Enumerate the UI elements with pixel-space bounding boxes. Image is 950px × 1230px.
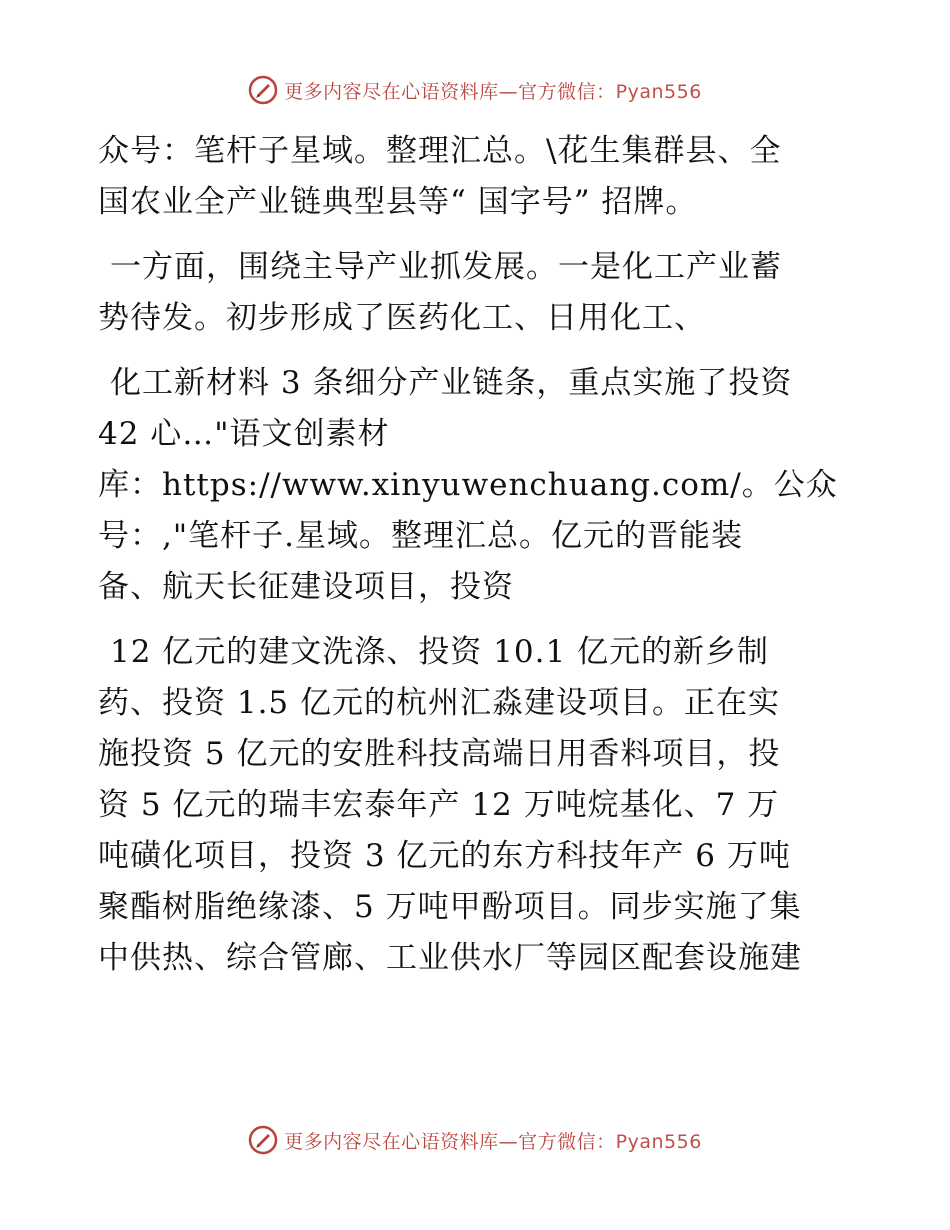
brand-logo-icon	[248, 1125, 278, 1155]
watermark-text	[284, 1127, 702, 1154]
paragraph-4	[98, 627, 858, 984]
text-line: 化工新材料 3 条细分产业链条，重点实施了投资	[110, 365, 793, 401]
watermark-label: 更多内容尽在心语资料库—官方微信：	[284, 80, 616, 103]
wechat-handle: Pyan556	[615, 1130, 702, 1153]
brand-logo-icon	[248, 75, 278, 105]
text-line: 施投资 5 亿元的安胜科技高端日用香料项目，投	[98, 736, 781, 772]
text-line: 备、航天长征建设项目，投资	[98, 569, 514, 605]
text-line: 库：https://www.xinyuwenchuang.com/。公众	[98, 467, 838, 503]
text-line: 众号：笔杆子星域。整理汇总。\花生集群县、全	[98, 133, 782, 169]
text-line: 药、投资 1.5 亿元的杭州汇淼建设项目。正在实	[98, 685, 781, 721]
watermark-label: 更多内容尽在心语资料库—官方微信：	[284, 1130, 616, 1153]
text-line: 国农业全产业链典型县等“ 国字号” 招牌。	[98, 184, 698, 220]
paragraph-1	[98, 126, 858, 228]
text-line: 号：,"笔杆子.星域。整理汇总。亿元的晋能装	[98, 518, 743, 554]
text-line: 聚酯树脂绝缘漆、5 万吨甲酚项目。同步实施了集	[98, 889, 802, 925]
paragraph-2	[98, 242, 858, 344]
text-line: 中供热、综合管廊、工业供水厂等园区配套设施建	[98, 940, 802, 976]
paragraph-3	[98, 358, 858, 613]
text-line: 势待发。初步形成了医药化工、日用化工、	[98, 300, 706, 336]
wechat-handle: Pyan556	[615, 80, 702, 103]
text-line: 资 5 亿元的瑞丰宏泰年产 12 万吨烷基化、7 万	[98, 787, 780, 823]
text-line: 42 心…"语文创素材	[98, 416, 390, 452]
text-line: 一方面，围绕主导产业抓发展。一是化工产业蓄	[110, 249, 782, 285]
document-body	[98, 126, 858, 998]
text-line: 12 亿元的建文洗涤、投资 10.1 亿元的新乡制	[110, 634, 770, 670]
footer-watermark-banner	[0, 1120, 950, 1160]
header-watermark-banner	[0, 70, 950, 110]
watermark-text	[284, 77, 702, 104]
text-line: 吨磺化项目，投资 3 亿元的东方科技年产 6 万吨	[98, 838, 791, 874]
